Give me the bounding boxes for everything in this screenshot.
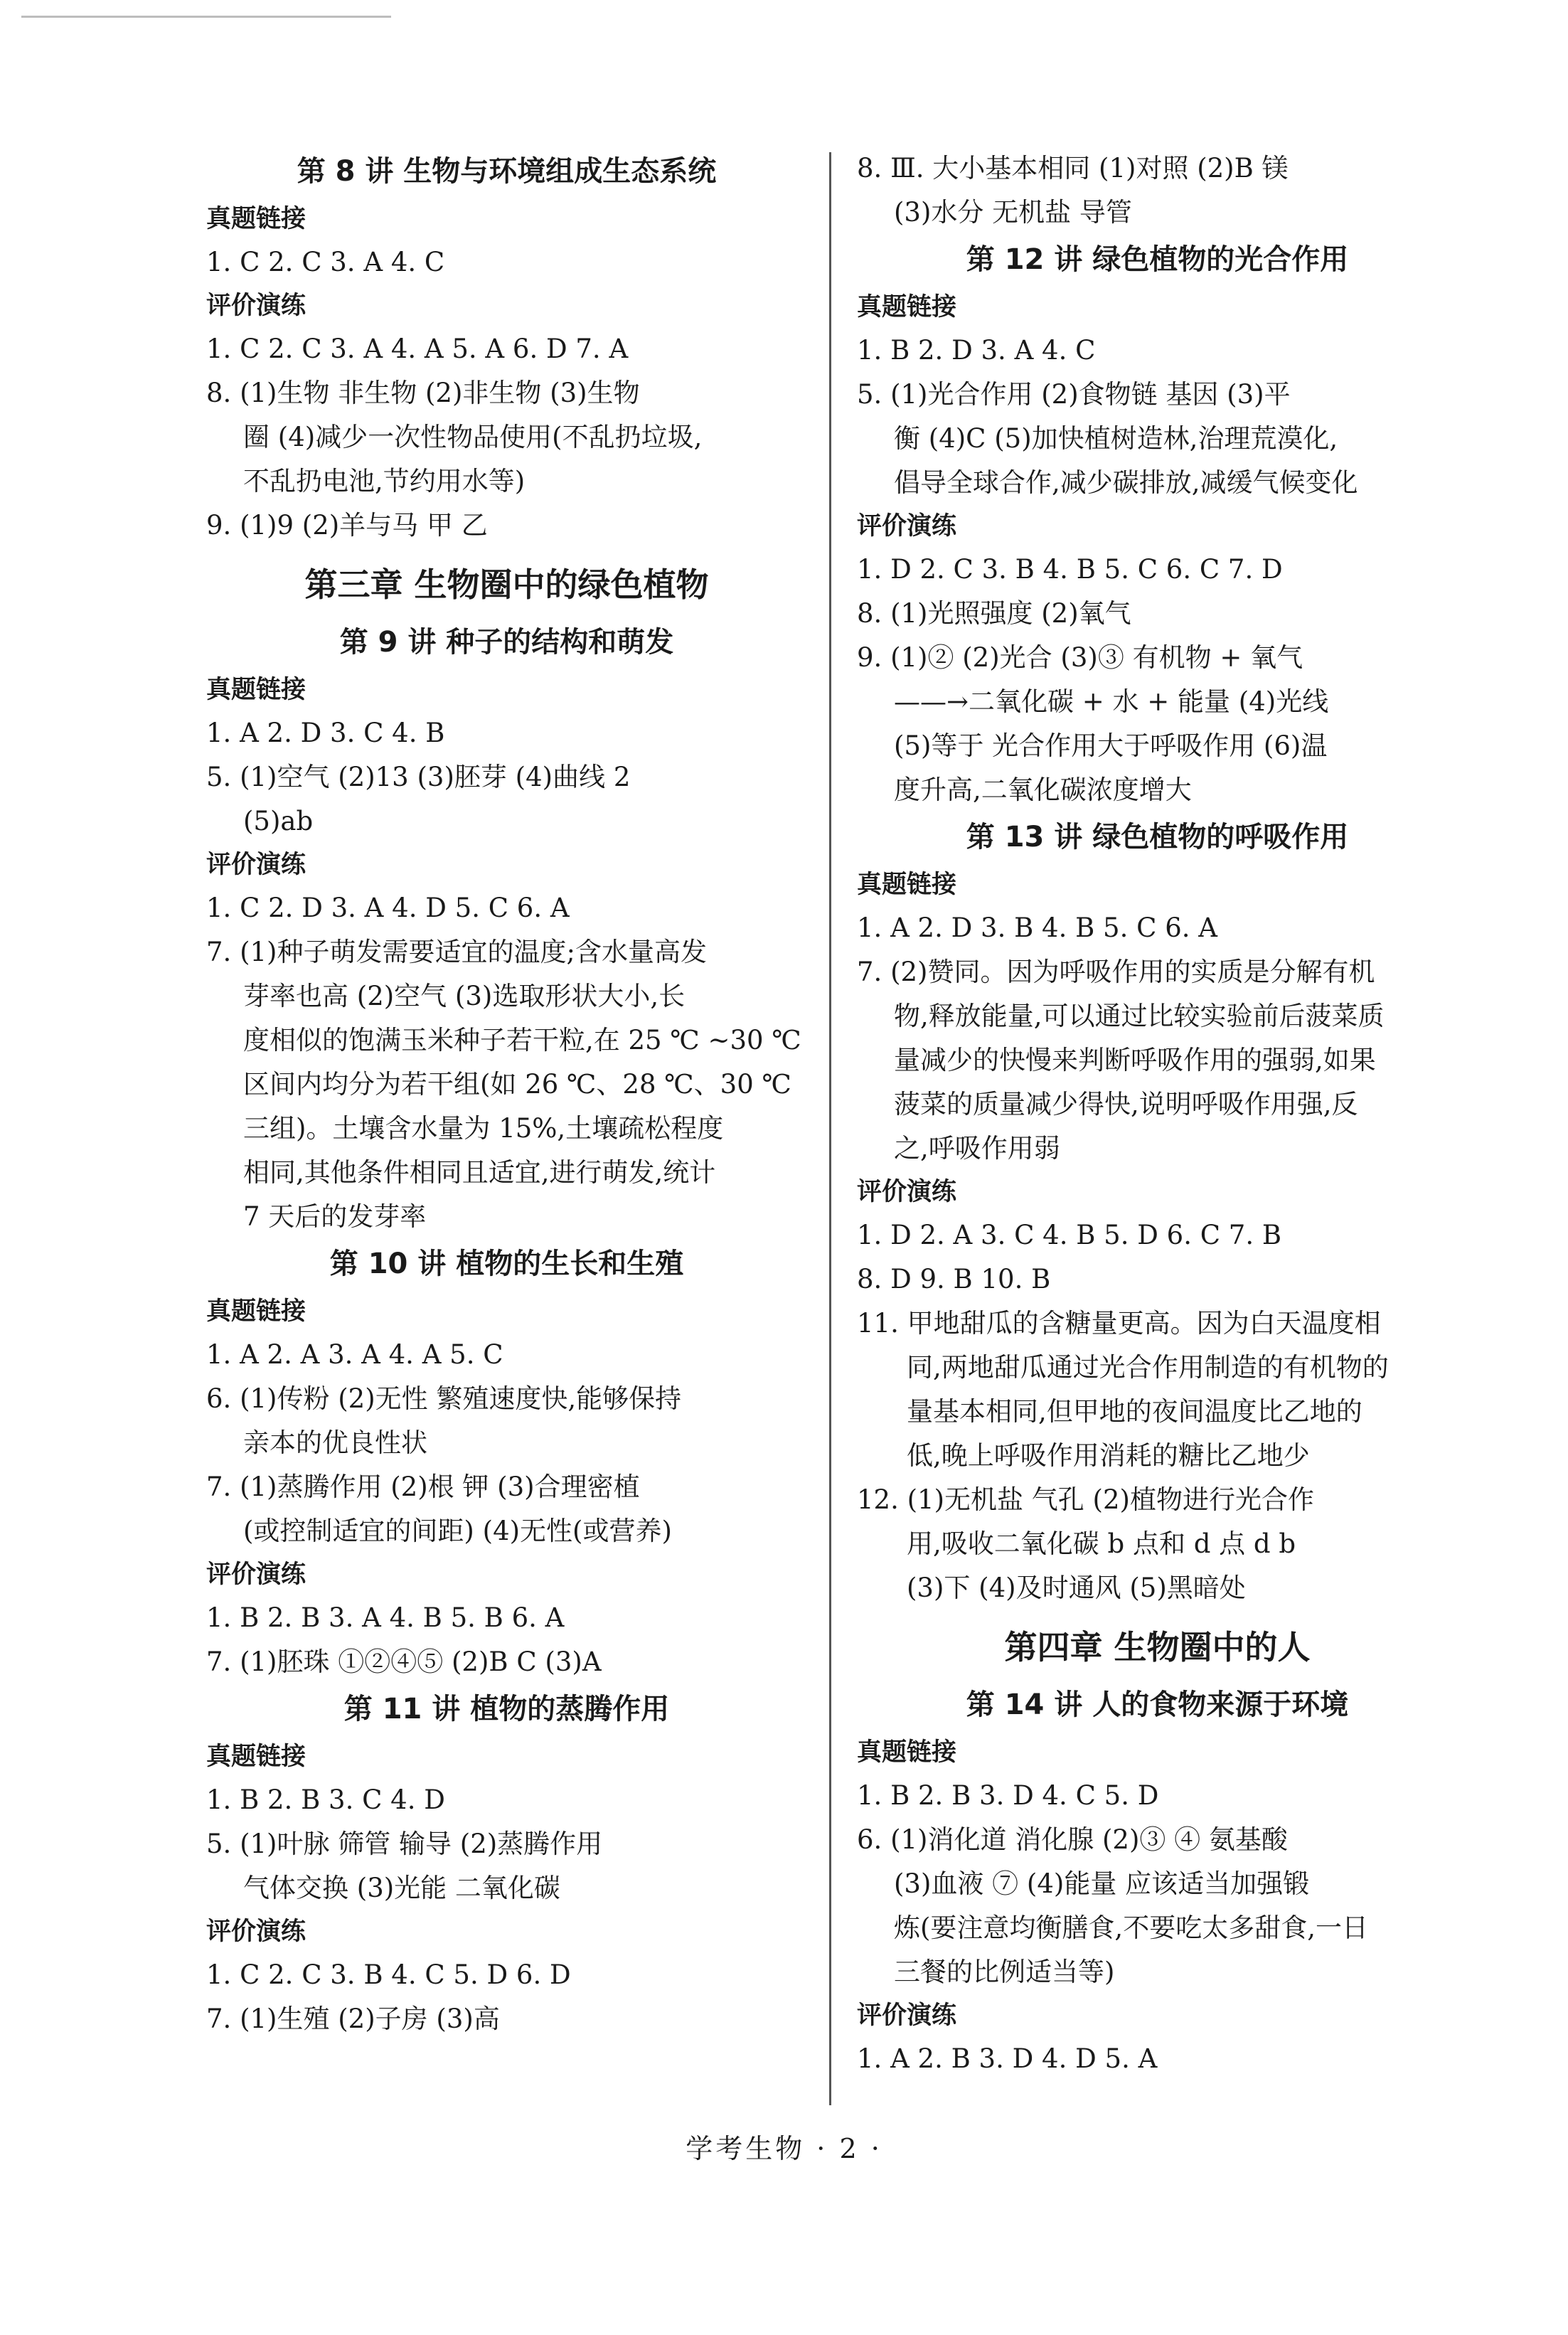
lecture-heading: 第 12 讲 绿色植物的光合作用	[966, 243, 1349, 276]
answer-continuation: 相同,其他条件相同且适宜,进行萌发,统计	[243, 1157, 716, 1188]
answer-line: 7. (1)种子萌发需要适宜的温度;含水量高发	[206, 937, 707, 967]
answer-line: 12. (1)无机盐 气孔 (2)植物进行光合作	[857, 1484, 1314, 1515]
answer-continuation: 圈 (4)减少一次性物品使用(不乱扔垃圾,	[243, 422, 703, 452]
answer-continuation: (3)下 (4)及时通风 (5)黑暗处	[907, 1573, 1246, 1603]
answer-continuation: 气体交换 (3)光能 二氧化碳	[243, 1873, 560, 1903]
answer-continuation: 低,晚上呼吸作用消耗的糖比乙地少	[907, 1440, 1310, 1471]
lecture-heading: 第 8 讲 生物与环境组成生态系统	[297, 155, 717, 188]
answer-line: 5. (1)光合作用 (2)食物链 基因 (3)平	[857, 379, 1291, 410]
lecture-heading: 第 13 讲 绿色植物的呼吸作用	[966, 821, 1349, 853]
section-heading: 评价演练	[857, 2001, 957, 2030]
chapter-heading: 第四章 生物圈中的人	[1004, 1628, 1311, 1666]
footer-subject: 学考生物	[686, 2133, 806, 2164]
left-column	[206, 147, 807, 2041]
answer-line: 1. C 2. C 3. A 4. C	[206, 247, 445, 277]
answer-line: 1. B 2. B 3. C 4. D	[206, 1785, 445, 1815]
lecture-heading: 第 11 讲 植物的蒸腾作用	[343, 1693, 670, 1725]
answer-line: 9. (1)9 (2)羊与马 甲 乙	[206, 510, 488, 541]
answer-line: 1. B 2. B 3. D 4. C 5. D	[857, 1780, 1159, 1811]
answer-line: 1. B 2. B 3. A 4. B 5. B 6. A	[206, 1602, 565, 1633]
answer-line: 5. (1)叶脉 筛管 输导 (2)蒸腾作用	[206, 1829, 603, 1859]
answer-line: 1. A 2. D 3. B 4. B 5. C 6. A	[857, 913, 1217, 943]
answer-line: 7. (1)胚珠 ①②④⑤ (2)B C (3)A	[206, 1647, 602, 1677]
answer-line: 1. A 2. B 3. D 4. D 5. A	[857, 2043, 1158, 2074]
answer-line: 1. A 2. D 3. C 4. B	[206, 718, 445, 748]
section-heading: 评价演练	[857, 512, 957, 541]
answer-line: 6. (1)消化道 消化腺 (2)③ ④ 氨基酸	[857, 1824, 1288, 1855]
answer-line: 1. B 2. D 3. A 4. C	[857, 335, 1096, 366]
page-number: · 2 ·	[816, 2133, 882, 2164]
section-heading: 真题链接	[206, 1297, 306, 1326]
answer-continuation: 芽率也高 (2)空气 (3)选取形状大小,长	[243, 981, 686, 1011]
section-heading: 真题链接	[206, 205, 306, 233]
answer-continuation: 三餐的比例适当等)	[894, 1957, 1115, 1987]
section-heading: 评价演练	[206, 292, 306, 320]
answer-line: 8. Ⅲ. 大小基本相同 (1)对照 (2)B 镁	[857, 153, 1289, 183]
answer-continuation: 倡导全球合作,减少碳排放,减缓气候变化	[894, 467, 1358, 498]
answer-continuation: (3)血液 ⑦ (4)能量 应该适当加强锻	[894, 1868, 1310, 1899]
answer-continuation: 衡 (4)C (5)加快植树造林,治理荒漠化,	[894, 423, 1338, 454]
answer-continuation: 7 天后的发芽率	[243, 1201, 427, 1232]
answer-continuation: 之,呼吸作用弱	[894, 1133, 1060, 1164]
answer-line: 1. C 2. D 3. A 4. D 5. C 6. A	[206, 893, 570, 923]
section-heading: 真题链接	[206, 1743, 306, 1771]
section-heading: 真题链接	[857, 871, 957, 899]
answer-line: 8. D 9. B 10. B	[857, 1264, 1051, 1294]
answer-continuation: 度升高,二氧化碳浓度增大	[894, 775, 1192, 805]
answer-line: 8. (1)光照强度 (2)氧气	[857, 598, 1131, 629]
lecture-heading: 第 9 讲 种子的结构和萌发	[339, 626, 674, 659]
section-heading: 真题链接	[857, 1738, 957, 1767]
answer-line: 8. (1)生物 非生物 (2)非生物 (3)生物	[206, 378, 640, 408]
answer-continuation: 量减少的快慢来判断呼吸作用的强弱,如果	[894, 1045, 1376, 1075]
answer-continuation: (3)水分 无机盐 导管	[894, 197, 1132, 228]
chapter-heading: 第三章 生物圈中的绿色植物	[304, 565, 709, 604]
section-heading: 真题链接	[857, 293, 957, 321]
answer-continuation: (5)等于 光合作用大于呼吸作用 (6)温	[894, 730, 1328, 761]
section-heading: 评价演练	[206, 1560, 306, 1589]
answer-line: 5. (1)空气 (2)13 (3)胚芽 (4)曲线 2	[206, 762, 631, 792]
section-heading: 评价演练	[206, 1918, 306, 1946]
answer-line: 7. (1)蒸腾作用 (2)根 钾 (3)合理密植	[206, 1472, 640, 1502]
answer-line: 9. (1)② (2)光合 (3)③ 有机物 + 氧气	[857, 642, 1303, 673]
answer-continuation: (或控制适宜的间距) (4)无性(或营养)	[243, 1516, 672, 1546]
answer-continuation: 三组)。土壤含水量为 15%,土壤疏松程度	[243, 1113, 724, 1144]
answer-line: 6. (1)传粉 (2)无性 繁殖速度快,能够保持	[206, 1383, 682, 1414]
answer-continuation: 不乱扔电池,节约用水等)	[243, 466, 526, 496]
answer-continuation: 炼(要注意均衡膳食,不要吃太多甜食,一日	[894, 1913, 1368, 1943]
answer-line: 1. C 2. C 3. B 4. C 5. D 6. D	[206, 1959, 571, 1990]
answer-line: 11. 甲地甜瓜的含糖量更高。因为白天温度相	[857, 1308, 1381, 1339]
answer-continuation: 用,吸收二氧化碳 b 点和 d 点 d b	[907, 1528, 1296, 1559]
answer-continuation: 区间内均分为若干组(如 26 ℃、28 ℃、30 ℃	[243, 1069, 791, 1100]
answer-continuation: (5)ab	[243, 806, 314, 836]
page-footer	[0, 2127, 1568, 2166]
top-rule	[21, 16, 391, 18]
section-heading: 评价演练	[206, 851, 306, 879]
answer-continuation: 量基本相同,但甲地的夜间温度比乙地的	[907, 1396, 1362, 1427]
lecture-heading: 第 10 讲 植物的生长和生殖	[329, 1248, 684, 1280]
answer-line: 7. (2)赞同。因为呼吸作用的实质是分解有机	[857, 957, 1375, 987]
answer-continuation: 同,两地甜瓜通过光合作用制造的有机物的	[907, 1352, 1389, 1383]
answer-continuation: 度相似的饱满玉米种子若干粒,在 25 ℃ ~30 ℃	[243, 1025, 801, 1055]
answer-continuation: 物,释放能量,可以通过比较实验前后菠菜质	[894, 1001, 1385, 1031]
answer-line: 1. D 2. A 3. C 4. B 5. D 6. C 7. B	[857, 1220, 1282, 1250]
answer-continuation: ——→二氧化碳 + 水 + 能量 (4)光线	[894, 686, 1329, 717]
answer-continuation: 亲本的优良性状	[243, 1427, 427, 1458]
lecture-heading: 第 14 讲 人的食物来源于环境	[966, 1688, 1349, 1721]
answer-continuation: 菠菜的质量减少得快,说明呼吸作用强,反	[894, 1089, 1358, 1119]
section-heading: 评价演练	[857, 1178, 957, 1206]
answer-line: 1. A 2. A 3. A 4. A 5. C	[206, 1339, 503, 1370]
answer-line: 1. C 2. C 3. A 4. A 5. A 6. D 7. A	[206, 334, 629, 364]
right-column	[857, 147, 1458, 2081]
answer-line: 7. (1)生殖 (2)子房 (3)高	[206, 2004, 500, 2034]
section-heading: 真题链接	[206, 676, 306, 704]
answer-line: 1. D 2. C 3. B 4. B 5. C 6. C 7. D	[857, 554, 1283, 585]
column-divider	[829, 152, 831, 2105]
